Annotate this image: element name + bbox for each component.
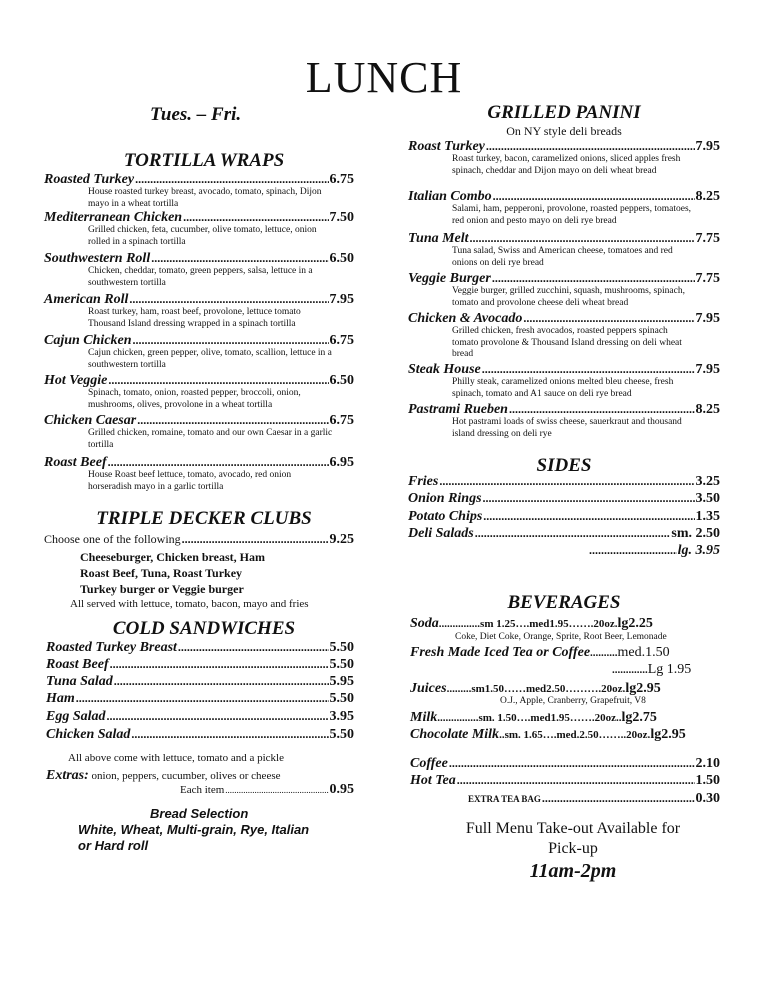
clubs-line-1: Cheeseburger, Chicken breast, Ham xyxy=(80,550,265,564)
tortilla-item-price: 6.75 xyxy=(329,333,354,348)
dot-leader xyxy=(439,474,694,489)
tea-lg-dots: ............. xyxy=(612,664,648,676)
days-label: Tues. – Fri. xyxy=(150,104,242,125)
cold-item-name: Roasted Turkey Breast xyxy=(46,640,177,655)
panini-item xyxy=(408,402,720,418)
panini-item-name: Italian Combo xyxy=(408,189,492,204)
milk-dots: ............... xyxy=(437,712,479,724)
clubs-line-3: Turkey burger or Veggie burger xyxy=(80,582,244,596)
tortilla-item-name: Hot Veggie xyxy=(44,373,108,388)
extras-text: onion, peppers, cucumber, olives or cheese xyxy=(91,770,281,782)
sides-item-name: Fries xyxy=(408,474,439,489)
tortilla-item-desc: House Roast beef lettuce, tomato, avocado, red onion horseradish mayo in a garlic tortilla xyxy=(88,470,292,492)
dot-leader xyxy=(183,210,328,225)
choc-lg: lg2.95 xyxy=(650,727,686,742)
footer-hours: 11am-2pm xyxy=(529,860,617,882)
dot-leader xyxy=(482,362,695,377)
footer-line-2: Pick-up xyxy=(548,840,598,857)
panini-item-price: 8.25 xyxy=(695,402,720,417)
cold-item-name: Ham xyxy=(46,691,75,706)
dot-leader xyxy=(589,543,677,558)
tortilla-item xyxy=(44,455,354,471)
dot-leader xyxy=(225,785,328,795)
dot-leader xyxy=(542,791,695,806)
juice-prices: sm1.50……med2.50……….20oz. xyxy=(471,683,626,695)
cold-item-name: Tuna Salad xyxy=(46,674,113,689)
choc-prices: ..sm. 1.65….med.2.50……..20oz. xyxy=(499,729,651,741)
sides-item-price: 3.25 xyxy=(695,474,720,489)
clubs-choose: Choose one of the following xyxy=(44,532,181,546)
tortilla-item xyxy=(44,413,354,429)
tortilla-item-name: Roast Beef xyxy=(44,455,107,470)
tortilla-heading: TORTILLA WRAPS xyxy=(123,150,285,171)
dot-leader xyxy=(129,292,328,307)
dot-leader xyxy=(107,709,329,724)
dot-leader xyxy=(151,251,328,266)
each-label: Each item xyxy=(180,784,225,796)
dot-leader xyxy=(470,231,695,246)
choc-name: Chocolate Milk xyxy=(410,727,500,742)
clubs-line-2: Roast Beef, Tuna, Roast Turkey xyxy=(80,566,243,580)
extra-tea-row xyxy=(468,791,720,807)
coffee-price: 2.10 xyxy=(695,756,720,771)
cold-item xyxy=(46,657,354,673)
dot-leader xyxy=(449,756,695,771)
panini-item-desc: Tuna salad, Swiss and American cheese, tomatoes and red onions on deli rye bread xyxy=(452,246,673,268)
extras-label: Extras: xyxy=(46,768,89,783)
tortilla-item-name: Chicken Caesar xyxy=(44,413,137,428)
panini-item-desc: Roast turkey, bacon, caramelized onions, sliced apples fresh spinach, cheddar and Dijon mayo on deli wheat bread xyxy=(452,154,681,176)
panini-item-desc: Veggie burger, grilled zucchini, squash, mushrooms, spinach, tomato and provolone cheese deli wheat bread xyxy=(452,286,685,308)
page-title: LUNCH xyxy=(305,53,463,102)
panini-item-price: 7.95 xyxy=(695,311,720,326)
panini-item-desc: Philly steak, caramelized onions melted bleu cheese, fresh spinach, tomato and A1 sauce on deli rye bread xyxy=(452,377,674,399)
cold-item-price: 5.50 xyxy=(329,691,354,706)
tortilla-item-desc: House roasted turkey breast, avocado, tomato, spinach, Dijon mayo in a wheat tortilla xyxy=(88,187,322,209)
cold-item-price: 3.95 xyxy=(329,709,354,724)
hottea-name: Hot Tea xyxy=(410,773,456,788)
panini-item-desc: Hot pastrami loads of swiss cheese, sauerkraut and thousand island dressing on deli rye xyxy=(452,417,682,439)
panini-item-price: 7.95 xyxy=(695,362,720,377)
cold-heading: COLD SANDWICHES xyxy=(112,618,296,639)
deli-lg-price: lg. 3.95 xyxy=(677,543,720,558)
tea-dots: .......... xyxy=(590,647,618,659)
sides-heading: SIDES xyxy=(536,455,592,476)
panini-item-price: 8.25 xyxy=(695,189,720,204)
hottea-price: 1.50 xyxy=(695,773,720,788)
tea-name: Fresh Made Iced Tea or Coffee xyxy=(410,645,591,660)
juice-desc: O.J., Apple, Cranberry, Grapefruit, V8 xyxy=(500,696,646,706)
clubs-heading: TRIPLE DECKER CLUBS xyxy=(96,508,312,529)
cold-item-price: 5.50 xyxy=(329,727,354,742)
tortilla-item-name: Roasted Turkey xyxy=(44,172,135,187)
sides-item-price: 3.50 xyxy=(695,491,720,506)
panini-item xyxy=(408,362,720,378)
tortilla-item xyxy=(44,172,354,188)
dot-leader xyxy=(509,402,695,417)
tortilla-item-price: 6.75 xyxy=(329,172,354,187)
dot-leader xyxy=(114,674,329,689)
dot-leader xyxy=(108,373,328,388)
sides-item-name: Onion Rings xyxy=(408,491,482,506)
beverages-heading: BEVERAGES xyxy=(507,592,621,613)
dot-leader xyxy=(76,691,329,706)
cold-item-name: Egg Salad xyxy=(46,709,106,724)
milk-row xyxy=(410,710,657,726)
bread-heading: Bread Selection xyxy=(150,806,249,821)
panini-item-desc: Grilled chicken, fresh avocados, roasted peppers spinach tomato provolone & Thousand Island dressing on deli wheat bread xyxy=(452,326,682,359)
soda-name: Soda xyxy=(410,616,439,631)
cold-item-price: 5.50 xyxy=(329,640,354,655)
cold-item xyxy=(46,727,354,743)
tortilla-item-name: Cajun Chicken xyxy=(44,333,132,348)
juice-row xyxy=(410,681,661,697)
tortilla-item xyxy=(44,292,354,308)
dot-leader xyxy=(135,172,328,187)
soda-prices: sm 1.25….med1.95…….20oz. xyxy=(480,618,618,630)
bread-line-2: or Hard roll xyxy=(78,838,149,853)
deli-lg-row xyxy=(588,543,720,559)
tea-med: med.1.50 xyxy=(617,645,670,660)
each-price: 0.95 xyxy=(329,782,354,797)
tortilla-item-desc: Spinach, tomato, onion, roasted pepper, broccoli, onion, mushrooms, olives, provolone in a wheat tortilla xyxy=(88,388,301,410)
tea-lg-row xyxy=(612,662,691,678)
dot-leader xyxy=(133,333,329,348)
sides-item xyxy=(408,509,720,525)
extra-tea-price: 0.30 xyxy=(695,791,720,806)
dot-leader xyxy=(483,509,694,524)
tortilla-item-price: 6.75 xyxy=(329,413,354,428)
panini-item-name: Veggie Burger xyxy=(408,271,491,286)
tortilla-item-desc: Grilled chicken, feta, cucumber, olive tomato, lettuce, onion rolled in a spinach tortilla xyxy=(88,225,317,247)
dot-leader xyxy=(110,657,329,672)
dot-leader xyxy=(483,491,695,506)
cold-item-name: Roast Beef xyxy=(46,657,109,672)
dot-leader xyxy=(137,413,328,428)
milk-prices: sm. 1.50….med1.95…….20oz.. xyxy=(478,712,622,724)
panini-item-price: 7.75 xyxy=(695,271,720,286)
cold-item xyxy=(46,691,354,707)
tortilla-item-name: American Roll xyxy=(44,292,129,307)
dot-leader xyxy=(182,532,329,547)
milk-name: Milk xyxy=(410,710,438,725)
sides-item xyxy=(408,474,720,490)
tortilla-item-price: 7.50 xyxy=(329,210,354,225)
hottea-row xyxy=(410,773,720,789)
dot-leader xyxy=(492,271,695,286)
panini-heading: GRILLED PANINI xyxy=(487,102,641,123)
clubs-price: 9.25 xyxy=(329,532,354,547)
bread-line-1: White, Wheat, Multi-grain, Rye, Italian xyxy=(78,822,310,837)
juice-lg: lg2.95 xyxy=(625,681,661,696)
sides-item-name: Deli Salads xyxy=(408,526,474,541)
sides-item-price: sm. 2.50 xyxy=(671,526,720,541)
sides-item-name: Potato Chips xyxy=(408,509,483,524)
tortilla-item xyxy=(44,373,354,389)
tortilla-item-price: 6.50 xyxy=(329,251,354,266)
choc-row xyxy=(410,727,686,743)
dot-leader xyxy=(493,189,695,204)
cold-item xyxy=(46,674,354,690)
dot-leader xyxy=(523,311,694,326)
tortilla-item-desc: Grilled chicken, romaine, tomato and our own Caesar in a garlic tortilla xyxy=(88,428,333,450)
tea-lg: Lg 1.95 xyxy=(647,662,692,677)
panini-item-name: Pastrami Rueben xyxy=(408,402,508,417)
tortilla-item-price: 6.50 xyxy=(329,373,354,388)
cold-item xyxy=(46,640,354,656)
clubs-choose-row xyxy=(44,532,354,548)
juice-name: Juices xyxy=(410,681,447,696)
soda-desc: Coke, Diet Coke, Orange, Sprite, Root Beer, Lemonade xyxy=(455,632,667,642)
sides-item-price: 1.35 xyxy=(695,509,720,524)
dot-leader xyxy=(131,727,328,742)
dot-leader xyxy=(108,455,329,470)
soda-row xyxy=(410,616,653,632)
cold-note: All above come with lettuce, tomato and a pickle xyxy=(68,752,284,764)
clubs-served: All served with lettuce, tomato, bacon, mayo and fries xyxy=(70,598,309,610)
panini-item xyxy=(408,189,720,205)
sides-item xyxy=(408,526,720,542)
dot-leader xyxy=(475,526,671,541)
dot-leader xyxy=(178,640,329,655)
panini-item xyxy=(408,271,720,287)
panini-item-desc: Salami, ham, pepperoni, provolone, roasted peppers, tomatoes, red onion and pesto mayo on deli rye bread xyxy=(452,204,692,226)
tea-row xyxy=(410,645,670,661)
panini-item-name: Roast Turkey xyxy=(408,139,485,154)
extra-tea-label: EXTRA TEA BAG xyxy=(468,794,541,804)
soda-dots: ............... xyxy=(438,618,481,630)
cold-item xyxy=(46,709,354,725)
tortilla-item xyxy=(44,333,354,349)
panini-item-name: Steak House xyxy=(408,362,481,377)
coffee-row xyxy=(410,756,720,772)
dot-leader xyxy=(457,773,695,788)
cold-item-name: Chicken Salad xyxy=(46,727,131,742)
sides-item xyxy=(408,491,720,507)
tortilla-item xyxy=(44,251,354,267)
tortilla-item xyxy=(44,210,354,226)
panini-item xyxy=(408,139,720,155)
tortilla-item-desc: Cajun chicken, green pepper, olive, tomato, scallion, lettuce in a southwestern tortilla xyxy=(88,348,332,370)
tortilla-item-name: Southwestern Roll xyxy=(44,251,151,266)
each-item-row xyxy=(180,782,354,798)
panini-item-name: Tuna Melt xyxy=(408,231,469,246)
panini-sub: On NY style deli breads xyxy=(506,124,622,138)
footer-line-1: Full Menu Take-out Available for xyxy=(465,820,681,837)
soda-lg: lg2.25 xyxy=(617,616,653,631)
tortilla-item-desc: Roast turkey, ham, roast beef, provolone, lettuce tomato Thousand Island dressing wrapped in a spinach tortilla xyxy=(88,307,301,329)
panini-item-price: 7.75 xyxy=(695,231,720,246)
milk-lg: lg2.75 xyxy=(621,710,657,725)
cold-item-price: 5.50 xyxy=(329,657,354,672)
panini-item-name: Chicken & Avocado xyxy=(408,311,523,326)
juice-dots: ......... xyxy=(446,683,472,695)
cold-item-price: 5.95 xyxy=(329,674,354,689)
tortilla-item-price: 6.95 xyxy=(329,455,354,470)
tortilla-item-price: 7.95 xyxy=(329,292,354,307)
dot-leader xyxy=(486,139,695,154)
panini-item xyxy=(408,231,720,247)
panini-item-price: 7.95 xyxy=(695,139,720,154)
tortilla-item-desc: Chicken, cheddar, tomato, green peppers, salsa, lettuce in a southwestern tortilla xyxy=(88,266,313,288)
coffee-name: Coffee xyxy=(410,756,448,771)
tortilla-item-name: Mediterranean Chicken xyxy=(44,210,183,225)
panini-item xyxy=(408,311,720,327)
